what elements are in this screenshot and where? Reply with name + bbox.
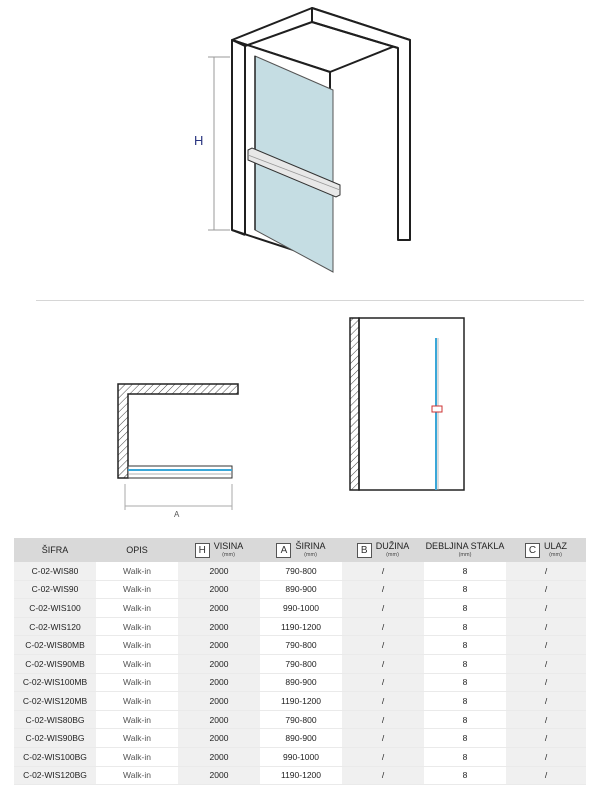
column-header-label: ULAZ (543, 540, 567, 551)
table-cell-opis: Walk-in (96, 654, 178, 673)
table-cell-sirina: 990-1000 (260, 599, 342, 618)
table-cell-debljina: 8 (424, 580, 506, 599)
table-row (14, 654, 586, 673)
table-cell-sirina: 790-800 (260, 654, 342, 673)
table-row (14, 599, 586, 618)
table-cell-opis: Walk-in (96, 747, 178, 766)
table-cell-opis: Walk-in (96, 617, 178, 636)
dimension-letter-box: A (276, 543, 291, 558)
column-header-visina (178, 538, 260, 562)
table-cell-visina: 2000 (178, 692, 260, 711)
table-cell-opis: Walk-in (96, 766, 178, 785)
table-cell-opis: Walk-in (96, 580, 178, 599)
column-header-label: VISINA (213, 540, 244, 551)
table-cell-sirina: 1190-1200 (260, 617, 342, 636)
table-cell-sirina: 790-800 (260, 710, 342, 729)
table-cell-ulaz: / (506, 599, 586, 618)
height-dimension (208, 57, 230, 230)
dimension-letter-box: H (195, 543, 210, 558)
table-cell-sirina: 890-900 (260, 673, 342, 692)
specification-table (14, 538, 586, 785)
table-cell-opis: Walk-in (96, 729, 178, 748)
table-cell-sirina: 990-1000 (260, 747, 342, 766)
table-row (14, 673, 586, 692)
table-row (14, 636, 586, 655)
table-cell-duzina: / (342, 747, 424, 766)
side-bar-clamp (432, 406, 442, 412)
table-cell-sifra: C-02-WIS120MB (14, 692, 96, 711)
table-cell-duzina: / (342, 636, 424, 655)
plan-glass (128, 466, 232, 478)
table-cell-debljina: 8 (424, 654, 506, 673)
table-row (14, 562, 586, 580)
table-cell-debljina: 8 (424, 562, 506, 580)
column-header-label: DEBLJINA STAKLA (425, 540, 505, 551)
table-cell-sifra: C-02-WIS100BG (14, 747, 96, 766)
column-header-label: ŠIRINA (295, 540, 326, 551)
table-cell-duzina: / (342, 599, 424, 618)
table-cell-visina: 2000 (178, 599, 260, 618)
table-cell-debljina: 8 (424, 617, 506, 636)
table-cell-duzina: / (342, 580, 424, 599)
table-cell-visina: 2000 (178, 580, 260, 599)
table-cell-opis: Walk-in (96, 673, 178, 692)
table-cell-duzina: / (342, 617, 424, 636)
table-cell-opis: Walk-in (96, 599, 178, 618)
table-cell-ulaz: / (506, 729, 586, 748)
column-header-unit: (mm) (222, 551, 235, 558)
table-cell-ulaz: / (506, 673, 586, 692)
table-cell-sirina: 890-900 (260, 729, 342, 748)
table-cell-visina: 2000 (178, 729, 260, 748)
table-cell-ulaz: / (506, 766, 586, 785)
column-header-label: ŠIFRA (41, 544, 69, 555)
column-header-label: OPIS (126, 544, 148, 555)
table-cell-duzina: / (342, 654, 424, 673)
table-row (14, 766, 586, 785)
table-cell-sifra: C-02-WIS80MB (14, 636, 96, 655)
width-label: A (174, 510, 180, 519)
table-row (14, 580, 586, 599)
table-cell-debljina: 8 (424, 710, 506, 729)
table-cell-debljina: 8 (424, 692, 506, 711)
table-cell-visina: 2000 (178, 562, 260, 580)
table-cell-sirina: 790-800 (260, 636, 342, 655)
side-outline (359, 318, 464, 490)
table-cell-duzina: / (342, 729, 424, 748)
table-cell-ulaz: / (506, 692, 586, 711)
table-cell-ulaz: / (506, 580, 586, 599)
table-cell-debljina: 8 (424, 599, 506, 618)
table-cell-duzina: / (342, 766, 424, 785)
table-cell-sifra: C-02-WIS90 (14, 580, 96, 599)
table-cell-sifra: C-02-WIS90BG (14, 729, 96, 748)
table-cell-debljina: 8 (424, 636, 506, 655)
table-cell-debljina: 8 (424, 747, 506, 766)
table-cell-sifra: C-02-WIS120 (14, 617, 96, 636)
column-header-unit: (mm) (549, 551, 562, 558)
column-header-label: DUŽINA (375, 540, 410, 551)
table-cell-visina: 2000 (178, 673, 260, 692)
table-cell-sirina: 1190-1200 (260, 692, 342, 711)
table-cell-ulaz: / (506, 636, 586, 655)
table-cell-opis: Walk-in (96, 636, 178, 655)
column-header-sirina (260, 538, 342, 562)
table-cell-sifra: C-02-WIS120BG (14, 766, 96, 785)
table-cell-visina: 2000 (178, 766, 260, 785)
table-cell-opis: Walk-in (96, 562, 178, 580)
table-row (14, 617, 586, 636)
table-body (14, 562, 586, 785)
table-cell-sifra: C-02-WIS100MB (14, 673, 96, 692)
plan-view (110, 378, 370, 528)
table-row (14, 692, 586, 711)
table-cell-sirina: 1190-1200 (260, 766, 342, 785)
dimension-letter-box: C (525, 543, 540, 558)
table-cell-debljina: 8 (424, 766, 506, 785)
table-row (14, 729, 586, 748)
plan-wall (118, 384, 238, 478)
dimension-letter-box: B (357, 543, 372, 558)
column-header-sifra (14, 538, 96, 562)
section-divider (36, 300, 584, 301)
table-cell-ulaz: / (506, 747, 586, 766)
table-cell-sifra: C-02-WIS90MB (14, 654, 96, 673)
table-cell-duzina: / (342, 692, 424, 711)
table-cell-duzina: / (342, 562, 424, 580)
table-header-row (14, 538, 586, 562)
table-cell-visina: 2000 (178, 636, 260, 655)
side-view (345, 312, 475, 502)
table-cell-visina: 2000 (178, 747, 260, 766)
column-header-debljina (424, 538, 506, 562)
table-cell-opis: Walk-in (96, 692, 178, 711)
table-row (14, 710, 586, 729)
table-cell-ulaz: / (506, 710, 586, 729)
table-cell-sirina: 890-900 (260, 580, 342, 599)
height-label: H (194, 133, 204, 148)
table-cell-debljina: 8 (424, 729, 506, 748)
table-cell-visina: 2000 (178, 654, 260, 673)
perspective-drawing (0, 0, 600, 300)
table-row (14, 747, 586, 766)
column-header-opis (96, 538, 178, 562)
table-cell-ulaz: / (506, 654, 586, 673)
table-cell-duzina: / (342, 673, 424, 692)
table-cell-sirina: 790-800 (260, 562, 342, 580)
table-cell-ulaz: / (506, 562, 586, 580)
table-cell-visina: 2000 (178, 617, 260, 636)
side-wall (350, 318, 359, 490)
column-header-unit: (mm) (304, 551, 317, 558)
column-header-unit: (mm) (386, 551, 399, 558)
column-header-unit: (mm) (458, 551, 472, 558)
table-cell-debljina: 8 (424, 673, 506, 692)
table-cell-visina: 2000 (178, 710, 260, 729)
table-cell-sifra: C-02-WIS100 (14, 599, 96, 618)
table-cell-sifra: C-02-WIS80 (14, 562, 96, 580)
table-cell-ulaz: / (506, 617, 586, 636)
width-dimension (125, 484, 232, 510)
column-header-ulaz (506, 538, 586, 562)
table-cell-sifra: C-02-WIS80BG (14, 710, 96, 729)
table-cell-opis: Walk-in (96, 710, 178, 729)
table-cell-duzina: / (342, 710, 424, 729)
column-header-duzina (342, 538, 424, 562)
